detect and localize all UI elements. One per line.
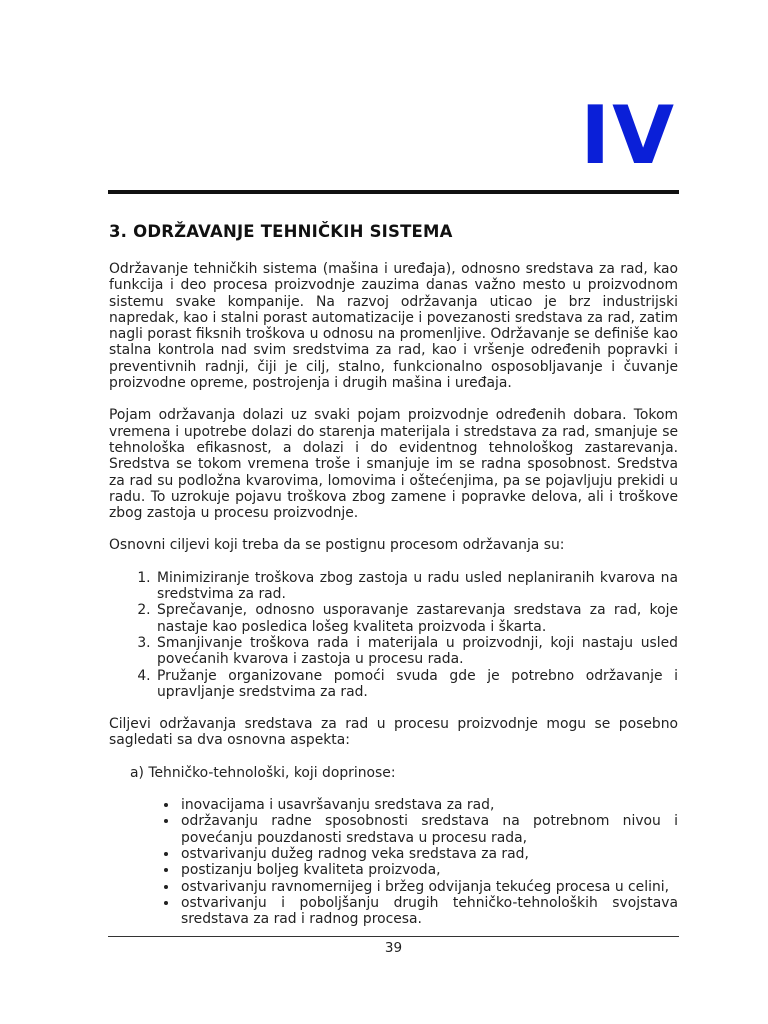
goals-list [109, 570, 678, 700]
header-rule [108, 190, 679, 194]
bullet-item: • inovacijama i usavršavanju sredstava za rad, [179, 797, 678, 813]
page-content [109, 222, 678, 927]
bullet-item: • održavanju radne sposobnosti sredstava na potrebnom nivou i povećanju pouzdanosti sredstava u procesu rada, [179, 813, 678, 846]
page-number: 39 [384, 940, 403, 956]
bullet-item: • postizanju boljeg kvaliteta proizvoda, [179, 862, 678, 878]
chapter-number: IV [580, 89, 676, 182]
aspect-a-bullets [109, 797, 678, 927]
paragraph-intro: Održavanje tehničkih sistema (mašina i uređaja), odnosno sredstava za rad, kao funkcija i deo procesa proizvodnje zauzima danas važno mesto u proizvodnom sistemu svake kompanije. Na razvoj održavanja uticao je brz industrijski napredak, kao i stalni porast automatizacije i povezanosti sredstava za rad, zatim nagli porast fiksnih troškova u odnosu na promenljive. Održavanje se definiše kao stalna kontrola nad svim sredstvima za rad, kao i vršenje određenih popravki i preventivnih radnji, čiji je cilj, stalno, funkcionalno osposobljavanje i čuvanje proizvodne opreme, postrojenja i drugih mašina i uređaja. [109, 261, 679, 392]
goals-list-item: 3. Smanjivanje troškova rada i materijala u proizvodnji, koji nastaju usled povećanih kvarova i zastoja u procesu rada. [155, 635, 678, 668]
goals-list-item: 2. Sprečavanje, odnosno usporavanje zastarevanja sredstava za rad, koje nastaje kao posledica lošeg kvaliteta proizvoda i škarta. [155, 602, 678, 635]
aspect-a-heading: a) Tehničko-tehnološki, koji doprinose: [130, 764, 396, 781]
section-title: 3. ODRŽAVANJE TEHNIČKIH SISTEMA [109, 222, 453, 241]
paragraph-concept: Pojam održavanja dolazi uz svaki pojam proizvodnje određenih dobara. Tokom vremena i upotrebe dolazi do starenja materijala i stredstava za rad, smanjuje se tehnološka efikasnost, a dolazi i do evidentnog tehnološkog zastarevanja. Sredstva se tokom vremena troše i smanjuje im se radna sposobnost. Sredstva za rad su podložna kvarovima, lomovima i oštećenjima, pa se pojavljuju prekidi u radu. To uzrokuje pojavu troškova zbog zamene i popravke delova, ali i troškove zbog zastoja u procesu proizvodnje. [109, 407, 678, 522]
paragraph-goals-lead: Osnovni ciljevi koji treba da se postignu procesom održavanja su: [109, 537, 565, 554]
goals-list-item: 4. Pružanje organizovane pomoći svuda gde je potrebno održavanje i upravljanje sredstvima za rad. [155, 668, 678, 701]
paragraph-aspects-lead: Ciljevi održavanja sredstava za rad u procesu proizvodnje mogu se posebno sagledati sa dva osnovna aspekta: [109, 716, 678, 749]
bullet-item: • ostvarivanju ravnomernijeg i bržeg odvijanja tekućeg procesa u celini, [179, 879, 678, 895]
bullet-item: • ostvarivanju i poboljšanju drugih tehničko-tehnoloških svojstava sredstava za rad i radnog procesa. [179, 895, 678, 928]
footer-rule [108, 936, 679, 937]
bullet-item: • ostvarivanju dužeg radnog veka sredstava za rad, [179, 846, 678, 862]
goals-list-item: 1. Minimiziranje troškova zbog zastoja u radu usled neplaniranih kvarova na sredstvima za rad. [155, 570, 678, 603]
